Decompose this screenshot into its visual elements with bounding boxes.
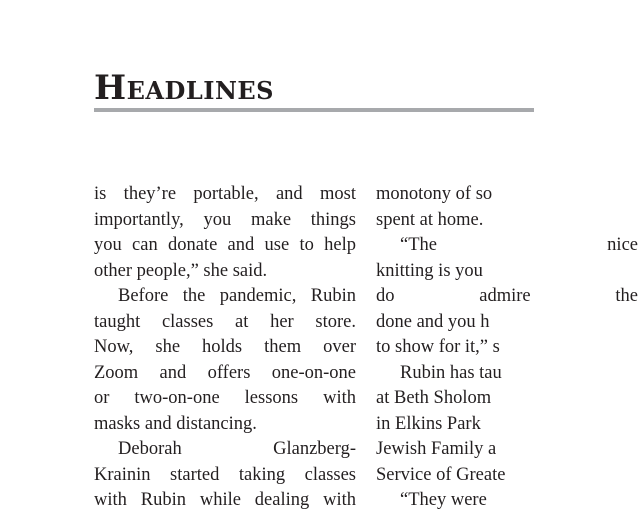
article-text-line: with Rubin while dealing with	[94, 490, 356, 510]
article-text-line: spent at home.	[376, 209, 484, 230]
article-text-line: “They were	[400, 490, 487, 510]
article-text-line: Now, she holds them over	[94, 337, 356, 357]
article-text-line: is they’re portable, and most	[94, 184, 356, 204]
article-text-line: Jewish Family a	[376, 439, 497, 459]
article-text-line: Zoom and offers one-on-one	[94, 362, 356, 383]
article-text-line: at Beth Sholom	[376, 388, 492, 408]
article-column-right	[376, 182, 638, 514]
article-text-line: Deborah Glanzberg-	[118, 439, 356, 459]
article-text-line: importantly, you make things	[94, 209, 356, 230]
section-title: Headlines	[94, 68, 275, 108]
article-text-line: knitting is you	[376, 260, 483, 281]
article-text-line: monotony of so	[376, 184, 493, 204]
article-text-line: Krainin started taking classes	[94, 464, 356, 485]
article-text-line: to show for it,” s	[376, 337, 500, 357]
article-text-line: Before the pandemic, Rubin	[118, 286, 356, 306]
article-text-line: Rubin has tau	[400, 362, 502, 383]
section-divider	[94, 108, 534, 112]
article-text-line: in Elkins Park	[376, 413, 481, 434]
article-text-line: you can donate and use to help	[94, 235, 356, 255]
article-text-line: “The nice	[400, 235, 638, 255]
article-text-line: Service of Greate	[376, 464, 506, 485]
article-column-left	[94, 182, 356, 514]
article-text-line: or two-on-one lessons with	[94, 388, 356, 408]
article-text-line: done and you h	[376, 311, 490, 332]
article-text-line: do admire the	[376, 286, 638, 306]
article-text-line: other people,” she said.	[94, 260, 268, 281]
article-text-line: masks and distancing.	[94, 413, 257, 434]
article-text-line: taught classes at her store.	[94, 311, 356, 332]
